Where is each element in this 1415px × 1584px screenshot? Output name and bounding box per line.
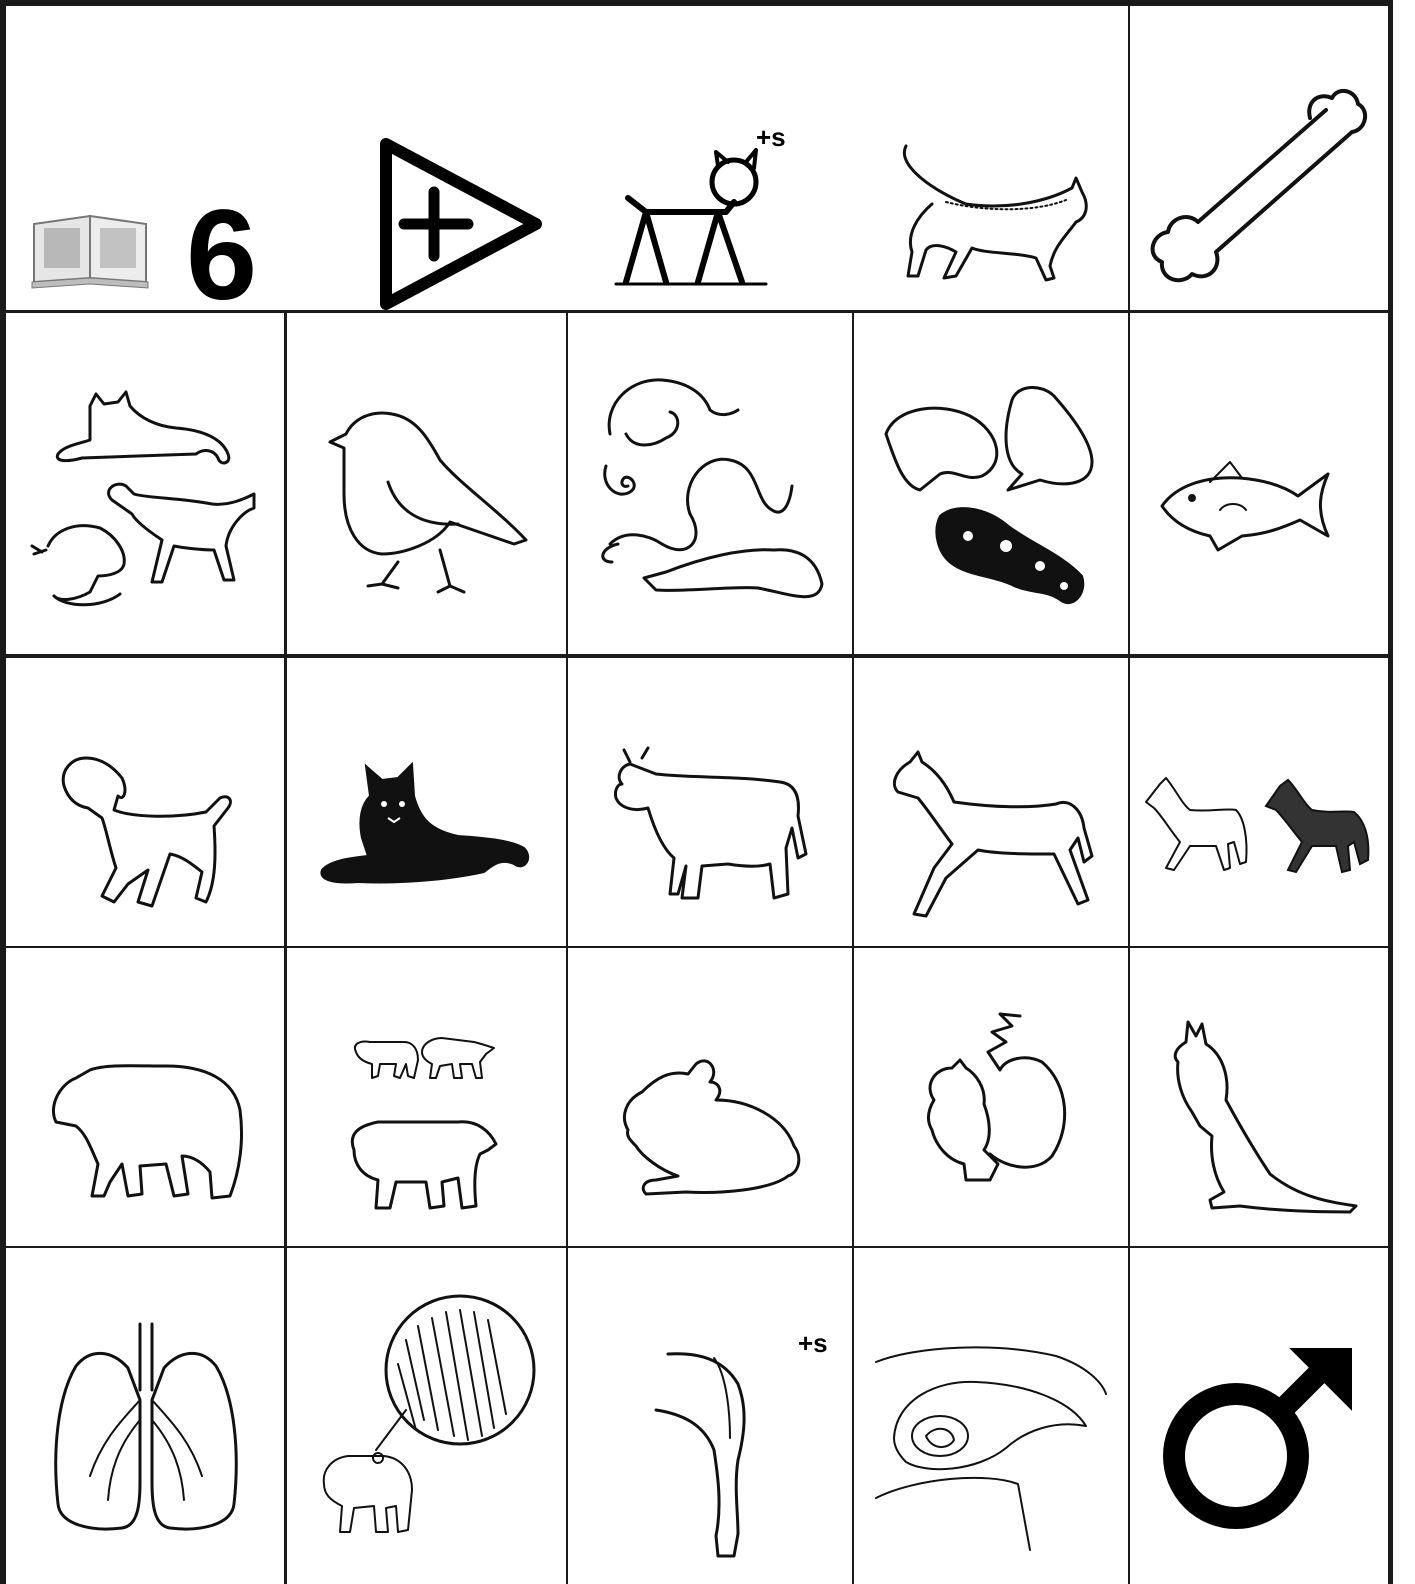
row-divider-1 (0, 310, 1393, 313)
kangaroo-icon (1130, 950, 1388, 1246)
frame-left (0, 0, 6, 1584)
plus-triangle-icon (386, 144, 536, 304)
horse-cell[interactable] (856, 658, 1128, 946)
stick-cat-plural-icon (616, 150, 766, 284)
womb-icon (856, 1250, 1128, 1580)
fish-icon (1130, 314, 1388, 654)
row-divider-4 (0, 1246, 1393, 1248)
frame-right (1388, 0, 1393, 1584)
col-divider-2 (566, 310, 568, 1584)
col-divider-3 (852, 310, 854, 1584)
two-horses-cell[interactable] (1130, 658, 1388, 946)
cow-icon (570, 658, 852, 946)
lungs-icon (6, 1250, 284, 1580)
legs-plural-icon (570, 1250, 852, 1580)
plural-marker: +s (756, 122, 786, 152)
reptiles-cell[interactable] (570, 314, 852, 654)
plural-marker: +s (798, 1328, 828, 1358)
male-symbol-icon (1130, 1250, 1388, 1580)
bear-icon (6, 950, 284, 1246)
kangaroo-cell[interactable] (1130, 950, 1388, 1246)
rabbit-icon (570, 950, 852, 1246)
legs-cell[interactable] (570, 1250, 852, 1580)
squirrel-cell[interactable] (856, 950, 1128, 1246)
mammals-group-icon (6, 314, 284, 654)
squirrel-icon (856, 950, 1128, 1246)
bear-cell[interactable] (6, 950, 284, 1246)
col-divider-1 (284, 310, 287, 1584)
header-cell[interactable] (6, 6, 1128, 310)
book-icon (6, 6, 1128, 310)
row-divider-3 (0, 946, 1393, 948)
black-cat-icon (288, 658, 566, 946)
male-cell[interactable] (1130, 1250, 1388, 1580)
bone-cell[interactable] (1130, 6, 1388, 310)
dog-icon (6, 658, 282, 946)
horse-icon (856, 658, 1128, 946)
bone-icon (1130, 6, 1388, 310)
bear-fur-icon (288, 1250, 566, 1580)
black-cat-cell[interactable] (288, 658, 566, 946)
mammals-cell[interactable] (6, 314, 284, 654)
reptiles-group-icon (570, 314, 852, 654)
amphibians-cell[interactable] (856, 314, 1128, 654)
polar-bears-cell[interactable] (288, 950, 566, 1246)
col-divider-4 (1128, 0, 1130, 1584)
womb-cell[interactable] (856, 1250, 1128, 1580)
fish-cell[interactable] (1130, 314, 1388, 654)
bear-fur-cell[interactable] (288, 1250, 566, 1580)
two-horses-icon (1130, 658, 1388, 946)
amphibians-group-icon (856, 314, 1128, 654)
rabbit-cell[interactable] (570, 950, 852, 1246)
frame-top (0, 0, 1393, 6)
bird-icon (288, 314, 566, 654)
lungs-cell[interactable] (6, 1250, 284, 1580)
row-divider-2 (0, 654, 1393, 658)
cow-cell[interactable] (570, 658, 852, 946)
dog-cell[interactable] (6, 658, 282, 946)
polar-bears-icon (288, 950, 566, 1246)
cat-spine-icon (904, 146, 1086, 280)
bird-cell[interactable] (288, 314, 566, 654)
count-label: 6 (186, 184, 258, 310)
